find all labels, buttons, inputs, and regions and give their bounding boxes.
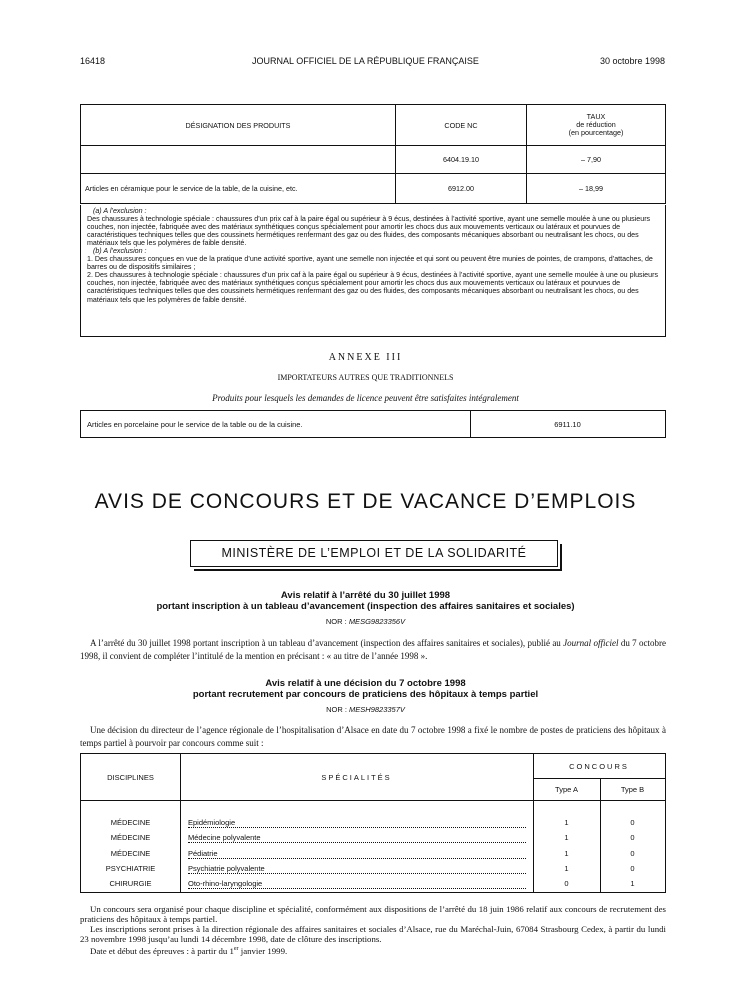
row-type-a: 1	[564, 864, 569, 873]
row-specialite: Epidémiologie	[188, 818, 526, 828]
avis2-nor: NOR : MESH9823357V	[326, 705, 405, 714]
code-cell: 6912.00	[396, 174, 527, 204]
table-row	[81, 146, 666, 174]
designation-cell	[81, 146, 396, 174]
annex-italic-heading: Produits pour lesquels les demandes de licence peuvent être satisfaites intégralement	[212, 393, 519, 403]
note-a-text: Des chaussures à technologie spéciale : chaussures d’un prix caf à la paire égal ou supérieur à 9 écus, destinées à l’activité sportive, ayant une semelle moulée à une ou plusieurs couches, non injectée, fabriquée avec des matériaux synthétiques conçus spécialement pour amortir les chocs dus aux mouvements verticaux ou latéraux et pourvues de caractéristiques techniques telles que des coussinets hermétiques renfermant des gaz ou des fluides, des composants mécaniques absorbant ou neutralisant les chocs, ou des matériaux tels que les polymères de faible densité.	[87, 215, 651, 248]
col-taux: TAUX de réduction (en pourcentage)	[527, 105, 666, 146]
code-cell: 6404.19.10	[396, 146, 527, 174]
row-discipline: MÉDECINE	[110, 818, 151, 827]
footer-p3: Date et début des épreuves : à partir du 1er janvier 1999.	[90, 945, 288, 956]
row-type-a: 0	[564, 879, 569, 888]
journal-title: JOURNAL OFFICIEL DE LA RÉPUBLIQUE FRANÇAISE	[252, 56, 479, 66]
row-specialite: Pédiatrie	[188, 849, 526, 859]
row-specialite: Médecine polyvalente	[188, 833, 526, 843]
avis2-text: Une décision du directeur de l’agence régionale de l’hospitalisation d’Alsace en date du 7 octobre 1998 a fixé le nombre de postes de praticiens des hôpitaux à temps partiel à pourvoir par concours comme suit :	[80, 725, 666, 748]
reduction-table	[80, 104, 666, 204]
row-type-b: 0	[630, 818, 635, 827]
row-type-a: 1	[564, 833, 569, 842]
row-discipline: MÉDECINE	[110, 833, 151, 842]
col-designation: DÉSIGNATION DES PRODUITS	[81, 105, 396, 146]
row-type-a: 1	[564, 818, 569, 827]
row-specialite: Oto-rhino-laryngologie	[188, 879, 526, 889]
taux-cell: – 18,99	[527, 174, 666, 204]
note-b-1: 1. Des chaussures conçues en vue de la pratique d’une activité sportive, ayant une semelle non injectée et qui sont ou peuvent être munies de pointes, de crampons, d’attaches, de barres ou de dispositifs similaires ;	[87, 255, 653, 272]
avis1-text: A l’arrêté du 30 juillet 1998 portant inscription à un tableau d’avancement (inspection des affaires sanitaires et sociales), publié au Journal officiel du 7 octobre 1998, il convient de compléter l’intitulé de la mention en précisant : « au titre de l’année 1998 ».	[80, 638, 666, 661]
note-b-2: 2. Des chaussures à technologie spéciale : chaussures d’un prix caf à la paire égal ou supérieur à 9 écus, destinées à l’activité sportive, ayant une semelle moulée à une ou plusieurs couches, non injectée, fabriquée avec des matériaux synthétiques conçus spécialement pour amortir les chocs dus aux mouvements verticaux ou latéraux et pourvues de caractéristiques techniques telles que des coussinets hermétiques renfermant des gaz ou des fluides, des composants mécaniques absorbant ou neutralisant les chocs, ou des matériaux tels que les polymères de faible densité.	[87, 271, 658, 304]
note-b-label: (b) A l’exclusion :	[93, 247, 147, 256]
row-discipline: MÉDECINE	[110, 849, 151, 858]
footer-p2: Les inscriptions seront prises à la direction régionale des affaires sanitaires et sociales d’Alsace, rue du Maréchal-Juin, 67084 Strasbourg Cedex, à partir du lundi 23 novembre 1998 jusqu’au lundi 14 décembre 1998, date de clôture des inscriptions.	[80, 924, 666, 944]
row-type-b: 0	[630, 833, 635, 842]
col-disciplines: DISCIPLINES	[107, 773, 154, 782]
avis2-title-1: Avis relatif à une décision du 7 octobre 1998	[265, 678, 466, 689]
annex-title: ANNEXE III	[328, 352, 403, 363]
annex-subtitle: IMPORTATEURS AUTRES QUE TRADITIONNELS	[277, 373, 454, 382]
issue-date: 30 octobre 1998	[599, 56, 665, 66]
ministry-box: MINISTÈRE DE L’EMPLOI ET DE LA SOLIDARITÉ	[190, 540, 558, 567]
row-type-b: 0	[630, 864, 635, 873]
annex-product: Articles en porcelaine pour le service de la table ou de la cuisine.	[87, 420, 303, 429]
avis2-title-2: portant recrutement par concours de praticiens des hôpitaux à temps partiel	[192, 689, 539, 700]
row-specialite: Psychiatrie polyvalente	[188, 864, 526, 874]
annex-table	[80, 410, 666, 438]
table-notes	[80, 205, 666, 337]
col-specialites: SPÉCIALITÉS	[321, 773, 392, 782]
taux-cell: – 7,90	[527, 146, 666, 174]
col-concours: CONCOURS	[569, 762, 629, 771]
col-type-b: Type B	[620, 785, 645, 794]
note-a-label: (a) A l’exclusion :	[93, 207, 147, 215]
row-type-b: 0	[630, 849, 635, 858]
footer-p1: Un concours sera organisé pour chaque discipline et spécialité, conformément aux dispositions de l’arrêté du 18 juin 1986 relatif aux concours de recrutement des praticiens des hôpitaux à temps partiel.	[80, 904, 666, 924]
table-row	[81, 174, 666, 204]
page-number: 16418	[80, 56, 106, 66]
col-code-nc: CODE NC	[396, 105, 527, 146]
section-title: AVIS DE CONCOURS ET DE VACANCE D’EMPLOIS	[94, 490, 637, 513]
col-type-a: Type A	[555, 785, 578, 794]
row-type-b: 1	[630, 879, 635, 888]
annex-code: 6911.10	[554, 420, 581, 429]
row-type-a: 1	[564, 849, 569, 858]
row-discipline: PSYCHIATRIE	[105, 864, 156, 873]
row-discipline: CHIRURGIE	[109, 879, 152, 888]
avis1-title-2: portant inscription à un tableau d’avancement (inspection des affaires sanitaires et sociales)	[156, 601, 575, 612]
avis1-title-1: Avis relatif à l’arrêté du 30 juillet 1998	[280, 590, 451, 601]
concours-table	[80, 753, 666, 893]
designation-cell: Articles en céramique pour le service de la table, de la cuisine, etc.	[81, 174, 396, 204]
avis1-nor: NOR : MESG9823356V	[325, 617, 406, 626]
